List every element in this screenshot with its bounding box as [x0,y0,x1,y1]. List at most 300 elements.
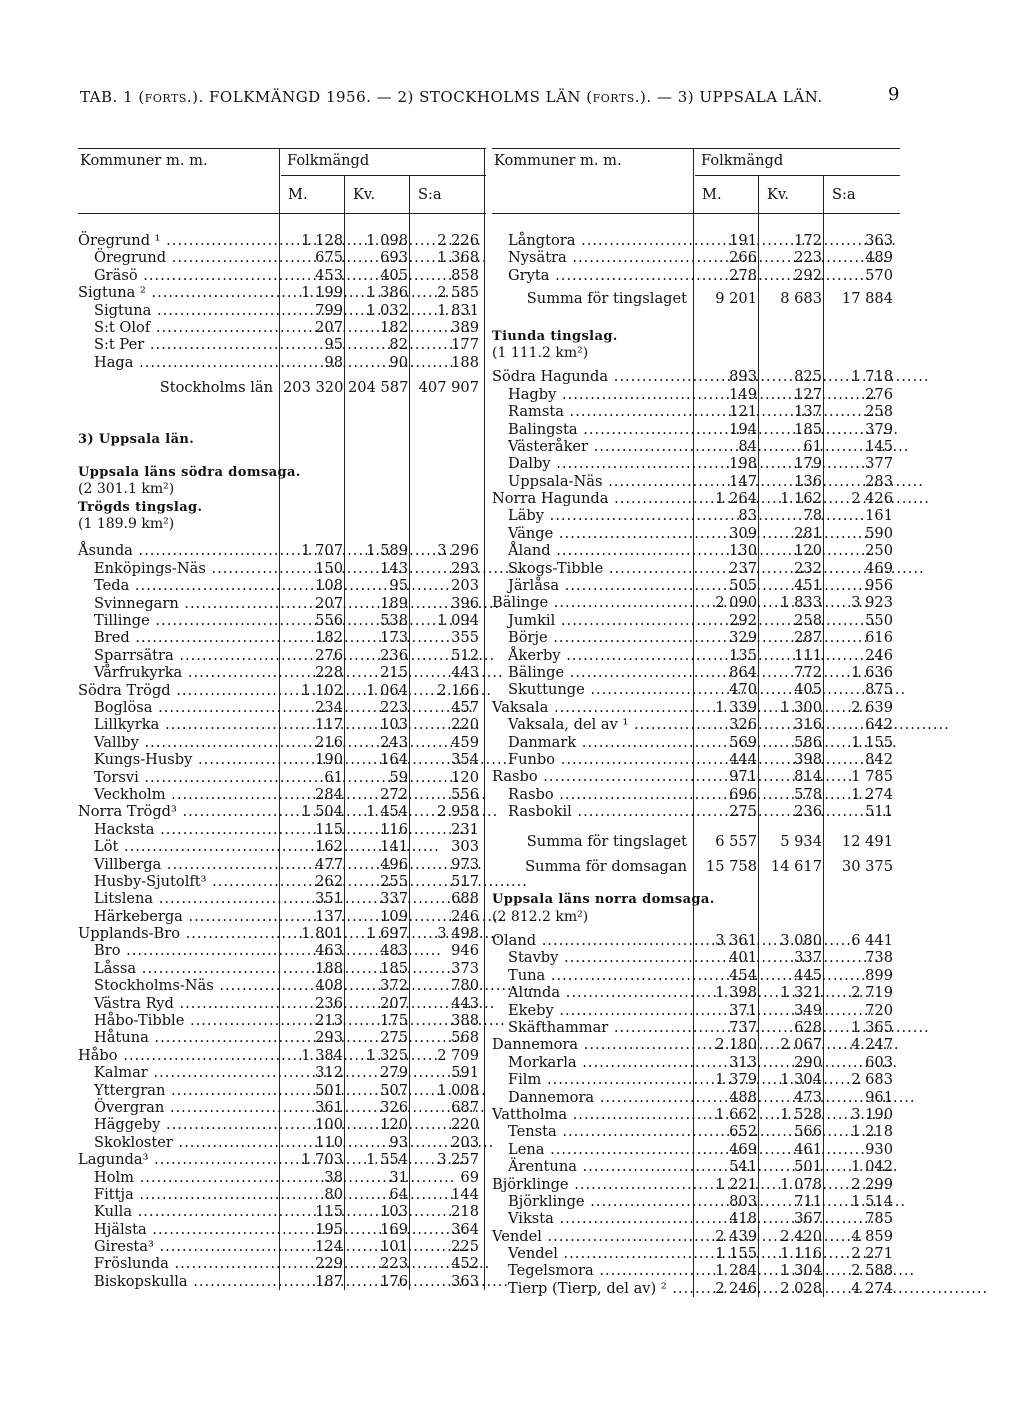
cell-kv: 326 [380,1098,408,1116]
row-name: Balingsta ..... [508,421,687,438]
table-row [78,1203,486,1220]
table-row [78,873,486,890]
table-row [492,699,900,716]
row-name: Skogs-Tibble ..... [508,560,687,577]
cell-m: 6 557 [715,832,757,850]
cell-m: 188 [315,959,343,977]
cell-sa: 590 [865,524,893,542]
cell-m: 737 [729,1019,757,1037]
table-row [78,336,486,353]
cell-kv: 405 [380,266,408,284]
cell-sa: 407 907 [418,379,479,397]
cell-kv: 2 028 [780,1279,822,1297]
cell-sa: 218 [451,1203,479,1221]
row-name: Hjälsta ..... [94,1221,273,1238]
cell-sa: 1 365 [851,1019,893,1037]
table-row [78,890,486,907]
cell-m: 191 [729,232,757,249]
cell-m: 401 [729,949,757,967]
table-row [78,1273,486,1290]
table-row [78,769,486,786]
row-name: Rasbo ..... [492,768,687,785]
cell-kv: 445 [794,966,822,984]
cell-kv: 290 [794,1053,822,1071]
table-row [78,542,486,559]
row-name: Ärentuna ..... [508,1158,687,1175]
cell-m: 541 [729,1158,757,1176]
cell-sa: 2 639 [851,698,893,716]
row-name: Vallby ..... [94,734,273,751]
section-heading [78,431,486,448]
cell-sa: 220 [451,1116,479,1134]
row-name: Fittja ..... [94,1186,273,1203]
cell-m: 361 [315,1098,343,1116]
stockholms-lan-label: Stockholms län [159,379,273,397]
norra-domsaga-label: Uppsala läns norra domsaga. [492,892,715,908]
table-row [78,960,486,977]
table-row [78,284,486,301]
cell-m: 1 264 [715,490,757,508]
cell-m: 236 [315,994,343,1012]
table-row [492,577,900,594]
row-name: Åland ..... [508,542,687,559]
cell-kv: 8 683 [780,290,822,308]
table-row [492,932,900,949]
cell-sa: 258 [865,403,893,421]
row-name: S:t Olof ..... [94,319,273,336]
cell-kv: 95 [389,577,408,595]
cell-kv: 473 [794,1088,822,1106]
cell-sa: 489 [865,249,893,267]
table-row [78,682,486,699]
cell-kv: 232 [794,559,822,577]
cell-m: 477 [315,855,343,873]
table-row [78,925,486,942]
cell-sa: 231 [451,820,479,838]
table-row [78,354,486,371]
row-name: Enköpings-Näs ..... [94,560,273,577]
row-name: Håbo-Tibble ..... [94,1012,273,1029]
table-row [492,421,900,438]
cell-m: 213 [315,1012,343,1030]
cell-m: 195 [315,1220,343,1238]
cell-kv: 1 325 [366,1046,408,1064]
cell-m: 9 201 [715,290,757,308]
cell-sa: 785 [865,1210,893,1228]
right-table-body [492,214,900,1297]
table-row [78,595,486,612]
row-name: Bro ..... [94,942,273,959]
cell-m: 15 758 [705,857,757,875]
cell-kv: 1 064 [366,681,408,699]
cell-sa: 203 [451,1133,479,1151]
table-row [492,267,900,284]
cell-sa: 354 [451,751,479,769]
row-name: Svinnegarn ..... [94,595,273,612]
table-row [78,995,486,1012]
cell-sa: 2 958 [437,803,479,821]
cell-kv: 3 080 [780,932,822,950]
col-kommuner: Kommuner m. m. [494,152,622,169]
row-name: Teda ..... [94,577,273,594]
cell-sa: 4 247 [851,1036,893,1054]
cell-kv: 14 617 [770,857,822,875]
sodra-domsaga-label: Uppsala läns södra domsaga. [78,464,301,480]
cell-sa: 2 683 [851,1071,893,1089]
table-row [492,786,900,803]
table-row [492,490,900,507]
cell-kv: 275 [380,1029,408,1047]
cell-kv: 405 [794,681,822,699]
cell-kv: 1 032 [366,301,408,319]
cell-sa: 3 257 [437,1151,479,1169]
cell-kv: 367 [794,1210,822,1228]
cell-sa: 568 [451,1029,479,1047]
table-row [492,1158,900,1175]
cell-sa: 303 [451,838,479,856]
table-row [492,751,900,768]
row-name: Häggeby ..... [94,1116,273,1133]
row-name: Rasbokil ..... [508,803,687,820]
table-row [492,1089,900,1106]
row-name: Husby-Sjutolft³ ..... [94,873,273,890]
table-row [492,858,900,875]
row-name: Litslena ..... [94,890,273,907]
cell-sa: 373 [451,959,479,977]
table-row [78,1029,486,1046]
cell-kv: 501 [794,1158,822,1176]
cell-m: 1 703 [301,1151,343,1169]
row-name: Västra Ryd ..... [94,995,273,1012]
cell-m: 187 [315,1272,343,1290]
cell-sa: 363 [865,232,893,249]
table-row [492,1210,900,1227]
row-name: Morkarla ..... [508,1054,687,1071]
table-row [492,560,900,577]
table-row [78,1186,486,1203]
cell-m: 117 [315,716,343,734]
cell-m: 115 [315,1203,343,1221]
row-name: Biskopskulla ..... [94,1273,273,1290]
row-name: Skokloster ..... [94,1134,273,1151]
cell-kv: 255 [380,872,408,890]
cell-kv: 586 [794,733,822,751]
table-row [78,734,486,751]
cell-kv: 223 [794,249,822,267]
table-row [78,716,486,733]
cell-m: 278 [729,266,757,284]
cell-kv: 814 [794,768,822,786]
cell-m: 470 [729,681,757,699]
cell-kv: 172 [794,232,822,249]
left-table-body [78,214,486,1290]
table-row [492,1280,900,1297]
cell-kv: 90 [389,353,408,371]
cell-m: 371 [729,1001,757,1019]
cell-m: 488 [729,1088,757,1106]
row-name: Oland ..... [492,932,687,949]
cell-kv: 1 300 [780,698,822,716]
cell-sa: 276 [865,385,893,403]
row-name: Lena ..... [508,1141,687,1158]
row-name: Villberga ..... [94,856,273,873]
tiunda-heading-label: Tiunda tingslag. [492,328,618,344]
col-m: M. [702,186,722,203]
cell-kv: 243 [380,733,408,751]
table-row [78,1099,486,1116]
cell-sa: 144 [451,1185,479,1203]
row-name: Öregrund ¹ ..... [78,232,273,249]
cell-m: 149 [729,385,757,403]
cell-kv: 711 [794,1192,822,1210]
cell-sa: 1 008 [437,1081,479,1099]
tingslag-area [492,345,900,362]
row-name: Ramsta ..... [508,403,687,420]
cell-sa: 1 094 [437,612,479,630]
cell-kv: 143 [380,559,408,577]
cell-sa: 570 [865,266,893,284]
cell-sa: 858 [451,266,479,284]
cell-sa: 443 [451,994,479,1012]
row-name: Jumkil ..... [508,612,687,629]
row-name: Vendel ..... [492,1228,687,1245]
cell-kv: 496 [380,855,408,873]
cell-sa: 1 042 [851,1158,893,1176]
cell-kv: 2 067 [780,1036,822,1054]
cell-m: 121 [729,403,757,421]
cell-kv: 1 162 [780,490,822,508]
table-row [492,1123,900,1140]
row-name: Viksta ..... [508,1210,687,1227]
row-name: Vaksala ..... [492,699,687,716]
cell-sa: 3 296 [437,542,479,560]
cell-kv: 1 098 [366,232,408,249]
cell-sa: 459 [451,733,479,751]
cell-sa: 3 190 [851,1105,893,1123]
tingslag-area [78,516,486,533]
cell-kv: 179 [794,455,822,473]
cell-m: 84 [738,437,757,455]
cell-kv: 1 078 [780,1175,822,1193]
left-table-header [78,148,486,214]
row-name: Skuttunge ..... [508,681,687,698]
table-row [492,473,900,490]
row-name: Alunda ..... [508,984,687,1001]
cell-m: 95 [324,336,343,354]
cell-m: 1 284 [715,1262,757,1280]
cell-m: 293 [315,1029,343,1047]
table-row [78,1116,486,1133]
cell-m: 98 [324,353,343,371]
cell-sa: 283 [865,472,893,490]
table-row [492,1071,900,1088]
table-row [492,803,900,820]
cell-sa: 355 [451,629,479,647]
cell-m: 100 [315,1116,343,1134]
table-row [78,612,486,629]
table-row [78,803,486,820]
table-row [78,1238,486,1255]
table-row [78,249,486,266]
row-name: Tillinge ..... [94,612,273,629]
cell-m: 2 246 [715,1279,757,1297]
cell-sa: 250 [865,542,893,560]
cell-kv: 337 [794,949,822,967]
left-table [78,148,486,1290]
table-row [78,1169,486,1186]
cell-sa: 1 155 [851,733,893,751]
row-name: Gräsö ..... [94,267,273,284]
row-name: Håbo ..... [78,1047,273,1064]
cell-kv: 507 [380,1081,408,1099]
table-row [78,1255,486,1272]
cell-m: 1 662 [715,1105,757,1123]
cell-sa: 2 585 [437,284,479,302]
cell-sa: 3 923 [851,594,893,612]
cell-m: 275 [729,803,757,821]
table-row [78,942,486,959]
cell-sa: 246 [451,907,479,925]
table-row [78,1082,486,1099]
cell-sa: 946 [451,942,479,960]
col-kv: Kv. [767,186,790,203]
cell-sa: 642 [865,716,893,734]
table-row [78,577,486,594]
row-name: Vänge ..... [508,525,687,542]
table-row [492,1002,900,1019]
cell-m: 1 221 [715,1175,757,1193]
col-sa: S:a [418,186,442,203]
cell-sa: 842 [865,750,893,768]
row-name: Sigtuna ² ..... [78,284,273,301]
table-row [492,542,900,559]
row-name: Dalby ..... [508,455,687,472]
row-name: Vendel ..... [508,1245,687,1262]
cell-m: 216 [315,733,343,751]
cell-m: 2 180 [715,1036,757,1054]
row-name: Kulla ..... [94,1203,273,1220]
table-row [492,1228,900,1245]
cell-sa: 875 [865,681,893,699]
table-row [492,734,900,751]
cell-sa: 688 [451,890,479,908]
row-name: Lagunda³ ..... [78,1151,273,1168]
cell-kv: 693 [380,249,408,267]
cell-sa: 3 498 [437,925,479,943]
cell-sa: 2 588 [851,1262,893,1280]
cell-m: 147 [729,472,757,490]
cell-kv: 1 454 [366,803,408,821]
cell-m: 803 [729,1192,757,1210]
cell-sa: 1 831 [437,301,479,319]
cell-m: 1 199 [301,284,343,302]
cell-sa: 377 [865,455,893,473]
row-name: Vårfrukyrka ..... [94,664,273,681]
table-row [78,751,486,768]
table-row [492,664,900,681]
cell-sa: 512 [451,646,479,664]
cell-kv: 120 [794,542,822,560]
table-row [78,838,486,855]
row-name: Danmark ..... [508,734,687,751]
table-row [78,1221,486,1238]
row-name: Löt ..... [94,838,273,855]
cell-m: 108 [315,577,343,595]
cell-sa: 1 785 [851,768,893,786]
cell-kv: 103 [380,716,408,734]
cell-sa: 4 274 [851,1279,893,1297]
cell-sa: 591 [451,1064,479,1082]
cell-sa: 469 [865,559,893,577]
table-row [78,977,486,994]
table-row [492,1176,900,1193]
cell-m: 135 [729,646,757,664]
cell-kv: 5 934 [780,832,822,850]
cell-m: 1 155 [715,1245,757,1263]
cell-kv: 103 [380,1203,408,1221]
table-row [78,1151,486,1168]
table-row [492,438,900,455]
cell-m: 454 [729,966,757,984]
row-name: Giresta³ ..... [94,1238,273,1255]
cell-m: 1 384 [301,1046,343,1064]
page-number: 9 [888,84,900,105]
cell-sa: 4 859 [851,1227,893,1245]
cell-kv: 215 [380,664,408,682]
cell-sa: 246 [865,646,893,664]
cell-m: 115 [315,820,343,838]
row-name: Norra Trögd³ ..... [78,803,273,820]
cell-kv: 31 [389,1168,408,1186]
table-row [78,1064,486,1081]
row-name: Björklinge ..... [492,1176,687,1193]
cell-m: 292 [729,611,757,629]
table-row [78,1134,486,1151]
cell-sa: 517 [451,872,479,890]
cell-kv: 1 116 [780,1245,822,1263]
table-row [78,856,486,873]
row-name: Björklinge ..... [508,1193,687,1210]
cell-sa: 973 [451,855,479,873]
table-row [78,821,486,838]
cell-m: 652 [729,1123,757,1141]
domsaga-area [492,909,900,926]
right-table-header [492,148,900,214]
cell-kv: 279 [380,1064,408,1082]
cell-kv: 185 [794,420,822,438]
cell-m: 1 339 [715,698,757,716]
table-row [492,647,900,664]
cell-m: 453 [315,266,343,284]
cell-kv: 116 [380,820,408,838]
cell-m: 80 [324,1185,343,1203]
cell-m: 124 [315,1238,343,1256]
cell-m: 83 [738,507,757,525]
row-name: Kalmar ..... [94,1064,273,1081]
table-row [492,232,900,249]
cell-m: 284 [315,785,343,803]
table-row [492,768,900,785]
cell-m: 1 379 [715,1071,757,1089]
row-name: Boglösa ..... [94,699,273,716]
row-name: Vaksala, del av ¹ ..... [508,716,687,733]
cell-kv: 61 [803,437,822,455]
cell-m: 207 [315,318,343,336]
cell-sa: 720 [865,1001,893,1019]
cell-sa: 145 [865,437,893,455]
cell-kv: 398 [794,750,822,768]
cell-sa: 687 [451,1098,479,1116]
